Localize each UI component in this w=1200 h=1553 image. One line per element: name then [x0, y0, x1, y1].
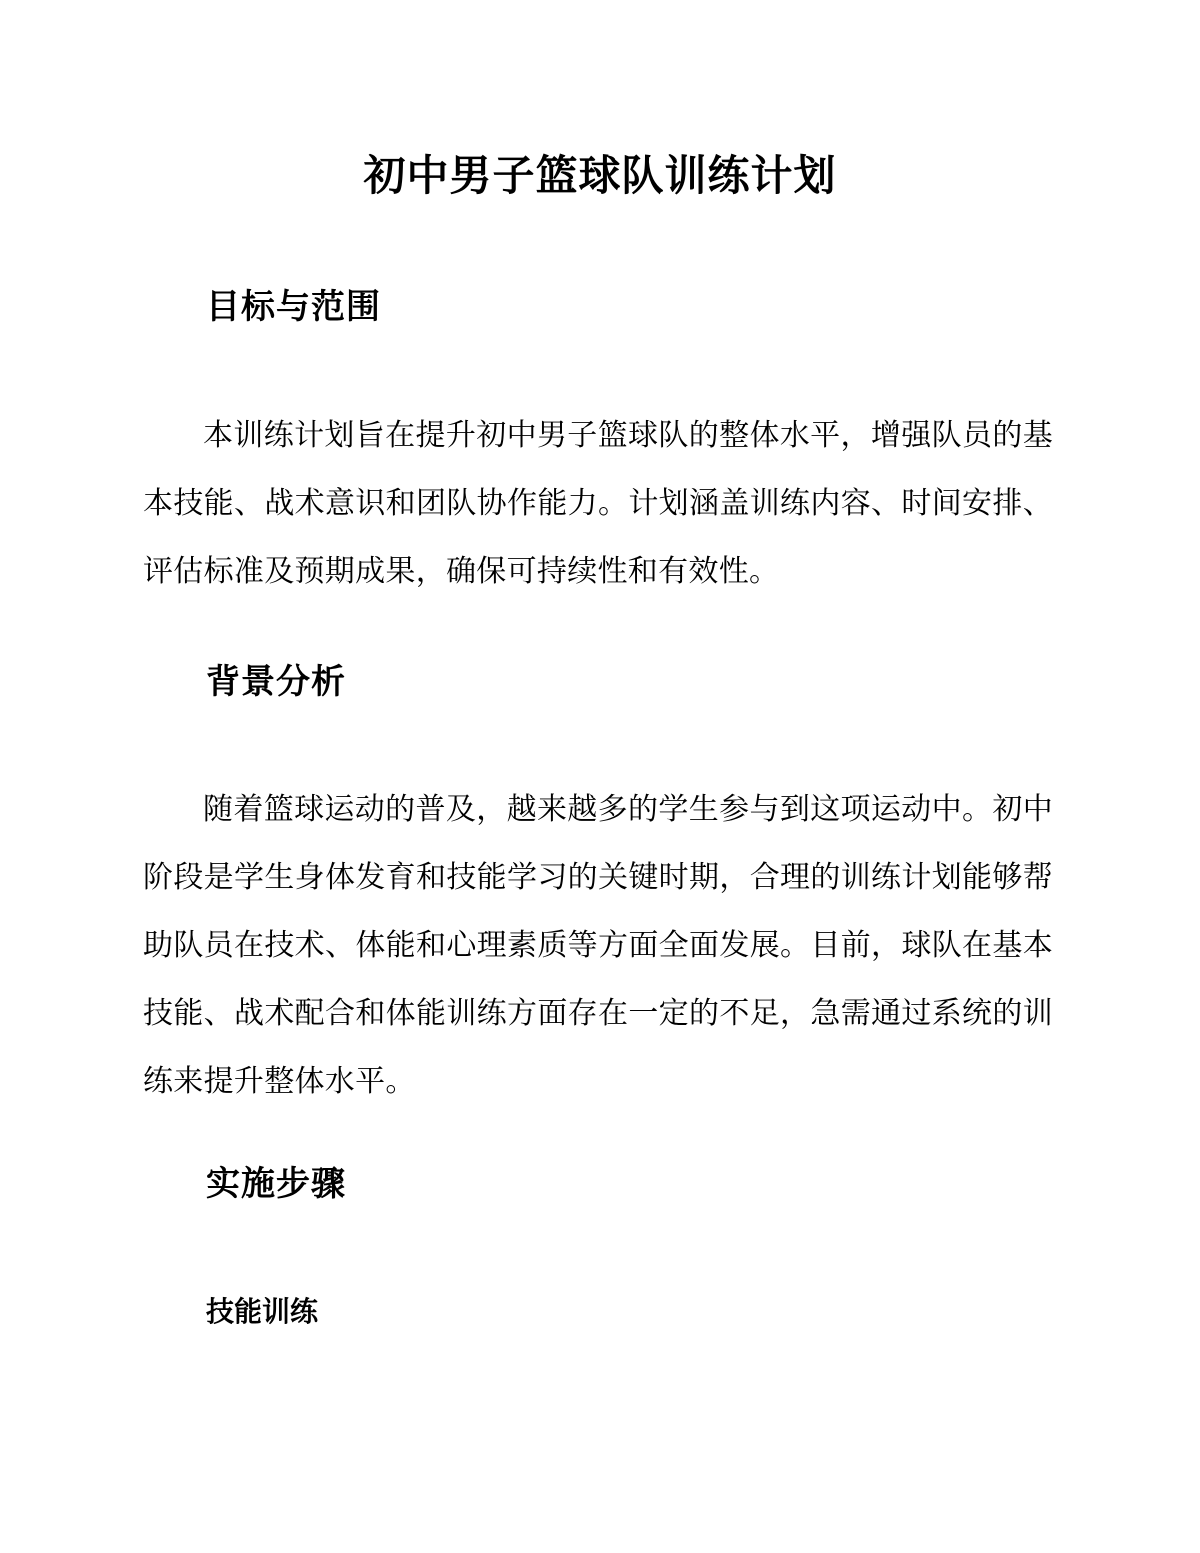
section-heading-goals-scope: 目标与范围: [206, 287, 381, 327]
document-title: 初中男子篮球队训练计划: [363, 151, 837, 200]
section-paragraph-background: 随着篮球运动的普及，越来越多的学生参与到这项运动中。初中阶段是学生身体发育和技能学习的关键时期，合理的训练计划能够帮助队员在技术、体能和心理素质等方面全面发展。目前，球队在基本技能、战术配合和体能训练方面存在一定的不足，急需通过系统的训练来提升整体水平。: [143, 792, 1053, 1099]
section-heading-implementation: 实施步骤: [206, 1164, 346, 1204]
section-heading-background: 背景分析: [206, 662, 346, 702]
subsection-heading-skill-training: 技能训练: [206, 1295, 319, 1328]
section-paragraph-goals-scope: 本训练计划旨在提升初中男子篮球队的整体水平，增强队员的基本技能、战术意识和团队协作能力。计划涵盖训练内容、时间安排、评估标准及预期成果，确保可持续性和有效性。: [143, 418, 1053, 589]
